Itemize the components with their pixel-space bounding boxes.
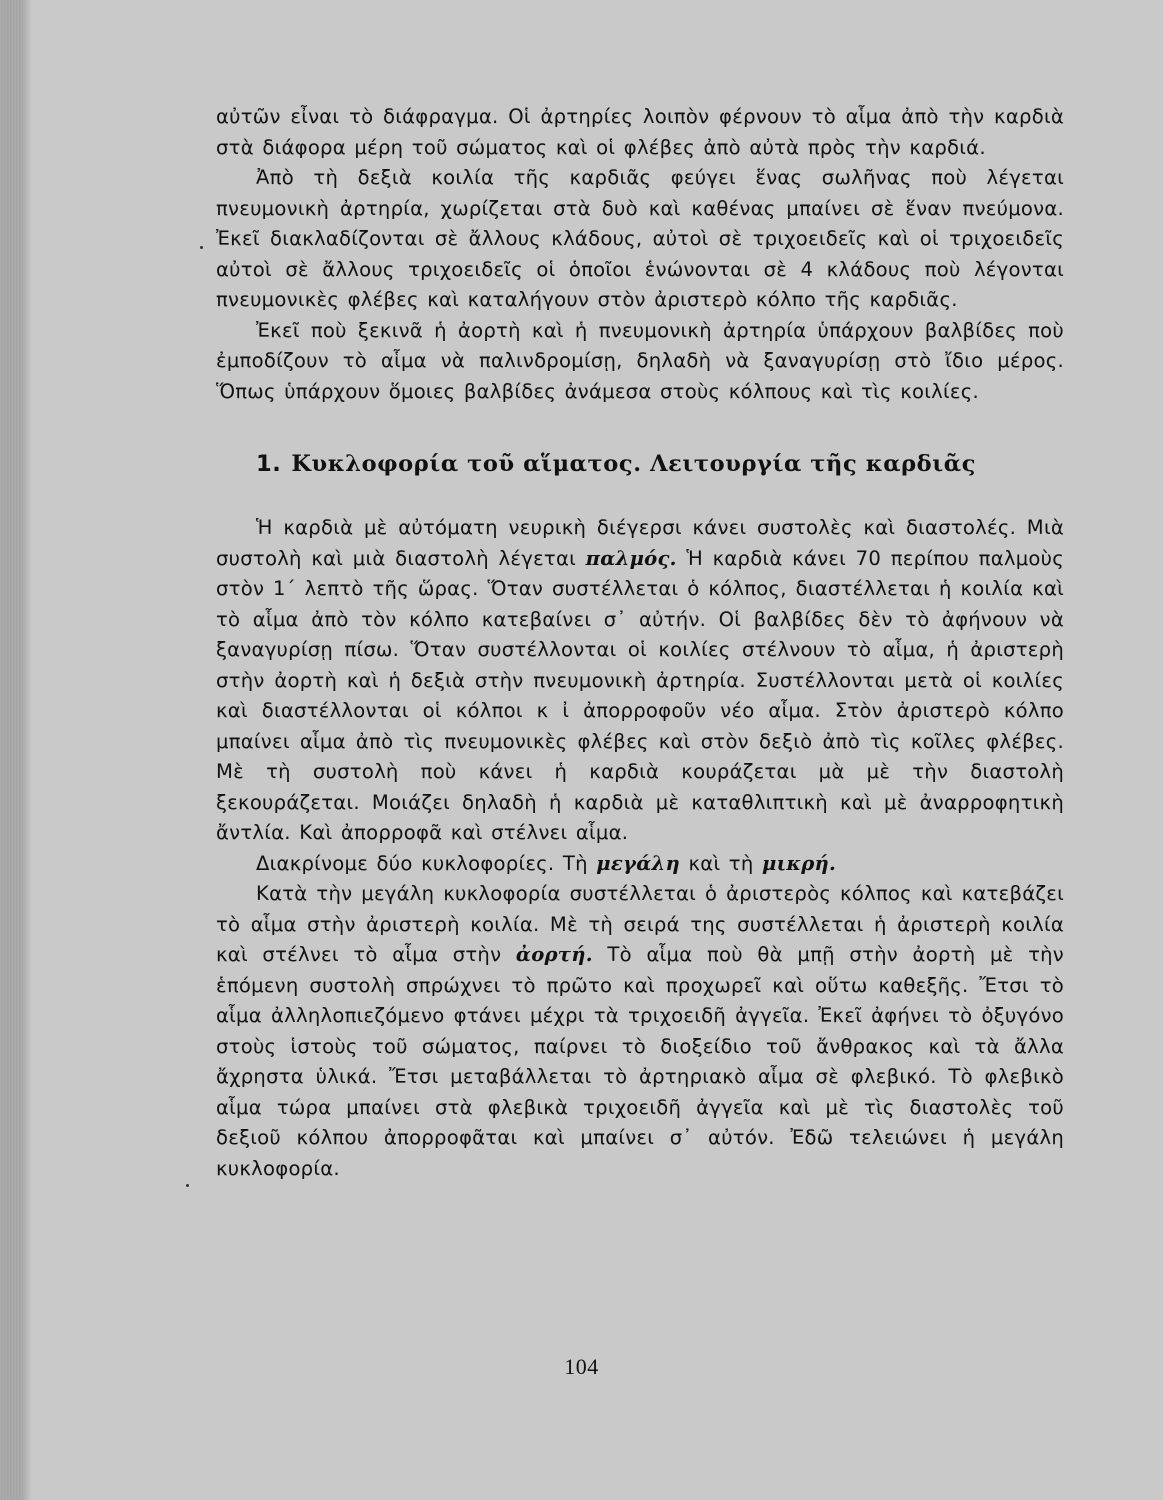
term-mikri: μικρή.	[762, 851, 837, 875]
text-run: Τὸ αἷμα ποὺ θὰ μπῇ στὴν ἀορτὴ μὲ τὴν ἑπόμενη συστολὴ σπρώχνει τὸ πρῶτο καὶ προχωρεῖ καὶ οὕτω καθεξῆς. Ἔτσι τὸ αἷμα ἀλληλοπιεζόμενο φτάνει μέχρι τὰ τριχοειδῆ ἀγγεῖα. Ἐκεῖ ἀφήνει τὸ ὀξυγόνο στοὺς ἱστοὺς τοῦ σώματος, παίρνει τὸ διοξείδιο τοῦ ἄνθρακος καὶ τὰ ἄλλα ἄχρηστα ὑλικά. Ἔτσι μεταβάλλεται τὸ ἀρτηριακὸ αἷμα σὲ φλεβικό. Τὸ φλεβικὸ αἷμα τώρα μπαίνει στὰ φλεβικὰ τριχοειδῆ ἀγγεῖα καὶ μὲ τὶς διαστολὲς τοῦ δεξιοῦ κόλπου ἀπορροφᾶται καὶ μπαίνει σ᾽ αὐτόν. Ἐδῶ τελειώνει ἡ μεγάλη κυκλοφορία.	[216, 943, 1064, 1180]
section-heading	[256, 451, 1064, 477]
term-aorti: ἀορτή.	[515, 943, 593, 966]
term-megali: μεγάλη	[596, 851, 680, 875]
paragraph-pulmonary-artery: Ἀπὸ τὴ δεξιὰ κοιλία τῆς καρδιᾶς φεύγει ἕνας σωλῆνας ποὺ λέγεται πνευμονικὴ ἀρτηρία, χωρίζεται στὰ δυὸ καὶ καθένας μπαίνει σὲ ἕναν πνεύμονα. Ἐκεῖ διακλαδίζονται σὲ ἄλλους κλάδους, αὐτοὶ σὲ τριχοειδεῖς καὶ οἱ τριχοειδεῖς αὐτοὶ σὲ ἄλλους τριχοειδεῖς οἱ ὁποῖοι ἑνώνονται σὲ 4 κλάδους ποὺ λέγονται πνευμονικὲς φλέβες καὶ καταλήγουν στὸν ἀριστερὸ κόλπο τῆς καρδιᾶς.	[216, 166, 1064, 311]
paragraph-valves: Ἐκεῖ ποὺ ξεκινᾶ ἡ ἀορτὴ καὶ ἡ πνευμονικὴ ἀρτηρία ὑπάρχουν βαλβίδες ποὺ ἐμποδίζουν τὸ αἷμα νὰ παλινδρομίσῃ, δηλαδὴ νὰ ξαναγυρίσῃ στὸ ἴδιο μέρος. Ὅπως ὑπάρχουν ὅμοιες βαλβίδες ἀνάμεσα στοὺς κόλπους καὶ τὶς κοιλίες.	[216, 318, 1064, 403]
paragraph-heartbeat	[216, 513, 1064, 849]
page-number: 104	[564, 1354, 599, 1379]
text-run: Κατὰ τὴν μεγάλη κυκλοφορία συστέλλεται ὁ ἀριστερὸς κόλπος καὶ κατεβάζει τὸ αἷμα στὴν ἀριστερὴ κοιλία. Μὲ τὴ σειρά της συστέλλεται ἡ ἀριστερὴ κοιλία καὶ στέλνει τὸ αἷμα στὴν	[216, 882, 1064, 966]
text-run: Ἡ καρδιὰ μὲ αὐτόματη νευρικὴ διέγερσι κάνει συστολὲς καὶ διαστολές. Μιὰ συστολὴ καὶ μιὰ διαστολὴ λέγεται	[216, 516, 1064, 570]
term-palmos: παλμός.	[585, 546, 677, 570]
stray-ink-dot	[186, 1184, 189, 1187]
text-run: Ἡ καρδιὰ κάνει 70 περίπου παλμοὺς στὸν 1΄ λεπτὸ τῆς ὥρας. Ὅταν συστέλλεται ὁ κόλπος, διαστέλλεται ἡ κοιλία καὶ τὸ αἷμα ἀπὸ τὸν κόλπο κατεβαίνει σ᾽ αὐτήν. Οἱ βαλβίδες δὲν τὸ ἀφήνουν νὰ ξαναγυρίσῃ πίσω. Ὅταν συστέλλονται οἱ κοιλίες στέλνουν τὸ αἷμα, ἡ ἀριστερὴ στὴν ἀορτὴ καὶ ἡ δεξιὰ στὴν πνευμονικὴ ἀρτηρία. Συστέλλονται μετὰ οἱ κοιλίες καὶ διαστέλλονται οἱ κόλποι κ ἰ ἀπορροφοῦν νέο αἷμα. Στὸν ἀριστερὸ κόλπο μπαίνει αἷμα ἀπὸ τὶς πνευμονικὲς φλέβες καὶ στὸν δεξιὸ ἀπὸ τὶς κοῖλες φλέβες. Μὲ τὴ συστολὴ ποὺ κάνει ἡ καρδιὰ κουράζεται μὰ μὲ τὴν διαστολὴ ξεκουράζεται. Μοιάζει δηλαδὴ ἡ καρδιὰ μὲ καταθλιπτικὴ καὶ μὲ ἀναρροφητικὴ ἄντλία. Καὶ ἀπορροφᾶ καὶ στέλνει αἷμα.	[216, 546, 1064, 844]
page-text-body	[216, 102, 1064, 1184]
section-title: Κυκλοφορία τοῦ αἵματος. Λειτουργία τῆς καρδιᾶς	[291, 451, 976, 477]
stray-ink-dot	[200, 246, 203, 249]
paragraph-two-circulations	[216, 849, 1064, 880]
text-run: καὶ τὴ	[688, 851, 754, 875]
text-run: Διακρίνομε δύο κυκλοφορίες. Τὴ	[256, 851, 588, 875]
book-page-edge	[0, 0, 22, 1500]
page-gutter-shadow	[22, 0, 32, 1500]
paragraph-continued: αὐτῶν εἶναι τὸ διάφραγμα. Οἱ ἀρτηρίες λοιπὸν φέρνουν τὸ αἷμα ἀπὸ τὴν καρδιὰ στὰ διάφορα μέρη τοῦ σώματος καὶ οἱ φλέβες ἀπὸ αὐτὰ πρὸς τὴν καρδιά.	[216, 105, 1064, 159]
section-number: 1.	[256, 451, 282, 477]
paragraph-systemic-circulation	[216, 879, 1064, 1184]
